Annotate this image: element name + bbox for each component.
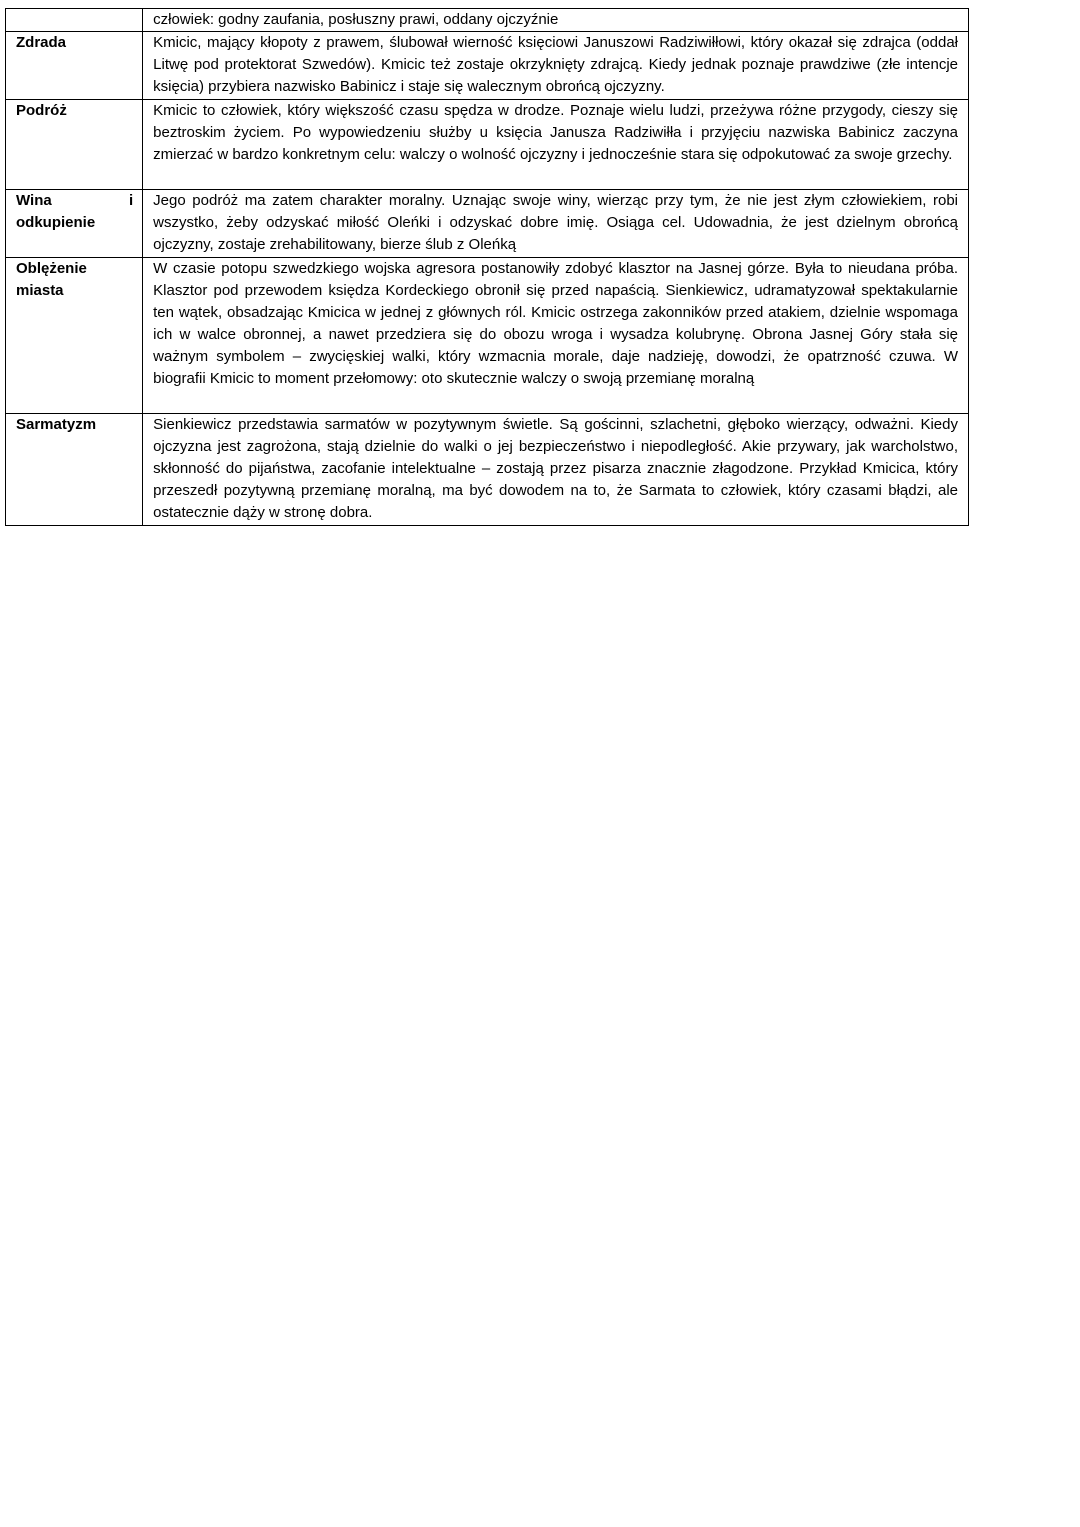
term-line: odkupienie xyxy=(16,214,96,231)
table-row xyxy=(6,190,969,258)
description-cell: Kmicic, mający kłopoty z prawem, ślubował wierność księciowi Januszowi Radziwiłłowi, który okazał się zdrajca (oddał Litwę pod protektorat Szwedów). Kmicic też zostaje okrzyknięty zdrajcą. Kiedy jednak poznaje prawdziwe (złe intencje księcia) przybiera nazwisko Babinicz i staje się walecznym obrońcą ojczyzny. xyxy=(143,32,969,100)
term-line: Wina xyxy=(16,192,52,209)
term-cell xyxy=(6,190,143,258)
term-conjunction: i xyxy=(128,192,134,209)
term-cell xyxy=(6,258,143,414)
term-definition-table xyxy=(5,8,969,526)
term-line: miasta xyxy=(16,282,64,299)
table-row xyxy=(6,9,969,32)
table-row xyxy=(6,32,969,100)
term-cell: Zdrada xyxy=(6,32,143,100)
term-cell: Sarmatyzm xyxy=(6,414,143,526)
term-cell xyxy=(6,9,143,32)
table-row xyxy=(6,414,969,526)
description-cell: Sienkiewicz przedstawia sarmatów w pozytywnym świetle. Są gościnni, szlachetni, głęboko wierzący, odważni. Kiedy ojczyzna jest zagrożona, stają dzielnie do walki o jej bezpieczeństwo i niepodległość. Akie przywary, jak warcholstwo, skłonność do pijaństwa, zacofanie intelektualne – zostają przez pisarza znacznie złagodzone. Przykład Kmicica, który przeszedł pozytywną przemianę moralną, ma być dowodem na to, że Sarmata to człowiek, który czasami błądzi, ale ostatecznie dąży w stronę dobra. xyxy=(143,414,969,526)
description-cell: W czasie potopu szwedzkiego wojska agresora postanowiły zdobyć klasztor na Jasnej górze. Była to nieudana próba. Klasztor pod przewodem księdza Kordeckiego obronił się przed napaścią. Sienkiewicz, udramatyzował spektakularnie ten wątek, obsadzając Kmicica w jednej z głównych ról. Kmicic ostrzega zakonników przed atakiem, dzielnie wspomaga ich w walce obronnej, a nawet przedziera się do obozu wroga i wysadza kolubrynę. Obrona Jasnej Góry stała się ważnym symbolem – zwycięskiej walki, który wzmacnia morale, daje nadzieję, dowodzi, że opatrzność czuwa. W biografii Kmicic to moment przełomowy: oto skutecznie walczy o swoją przemianę moralną xyxy=(143,258,969,414)
description-cell: Kmicic to człowiek, który większość czasu spędza w drodze. Poznaje wielu ludzi, przeżywa różne przygody, cieszy się beztroskim życiem. Po wypowiedzeniu służby u księcia Janusza Radziwiłła i przyjęciu nazwiska Babinicz zaczyna zmierzać w bardzo konkretnym celu: walczy o wolność ojczyzny i jednocześnie stara się odpokutować za swoje grzechy. xyxy=(143,100,969,190)
description-cell: Jego podróż ma zatem charakter moralny. Uznając swoje winy, wierząc przy tym, że nie jest złym człowiekiem, robi wszystko, żeby odzyskać miłość Oleńki i odzyskać dobre imię. Osiąga cel. Udowadnia, że jest dzielnym obrońcą ojczyzny, zostaje zrehabilitowany, bierze ślub z Oleńką xyxy=(143,190,969,258)
description-cell: człowiek: godny zaufania, posłuszny prawi, oddany ojczyźnie xyxy=(143,9,969,32)
table-row xyxy=(6,258,969,414)
table-row xyxy=(6,100,969,190)
term-line: Oblężenie xyxy=(16,260,87,277)
term-cell: Podróż xyxy=(6,100,143,190)
